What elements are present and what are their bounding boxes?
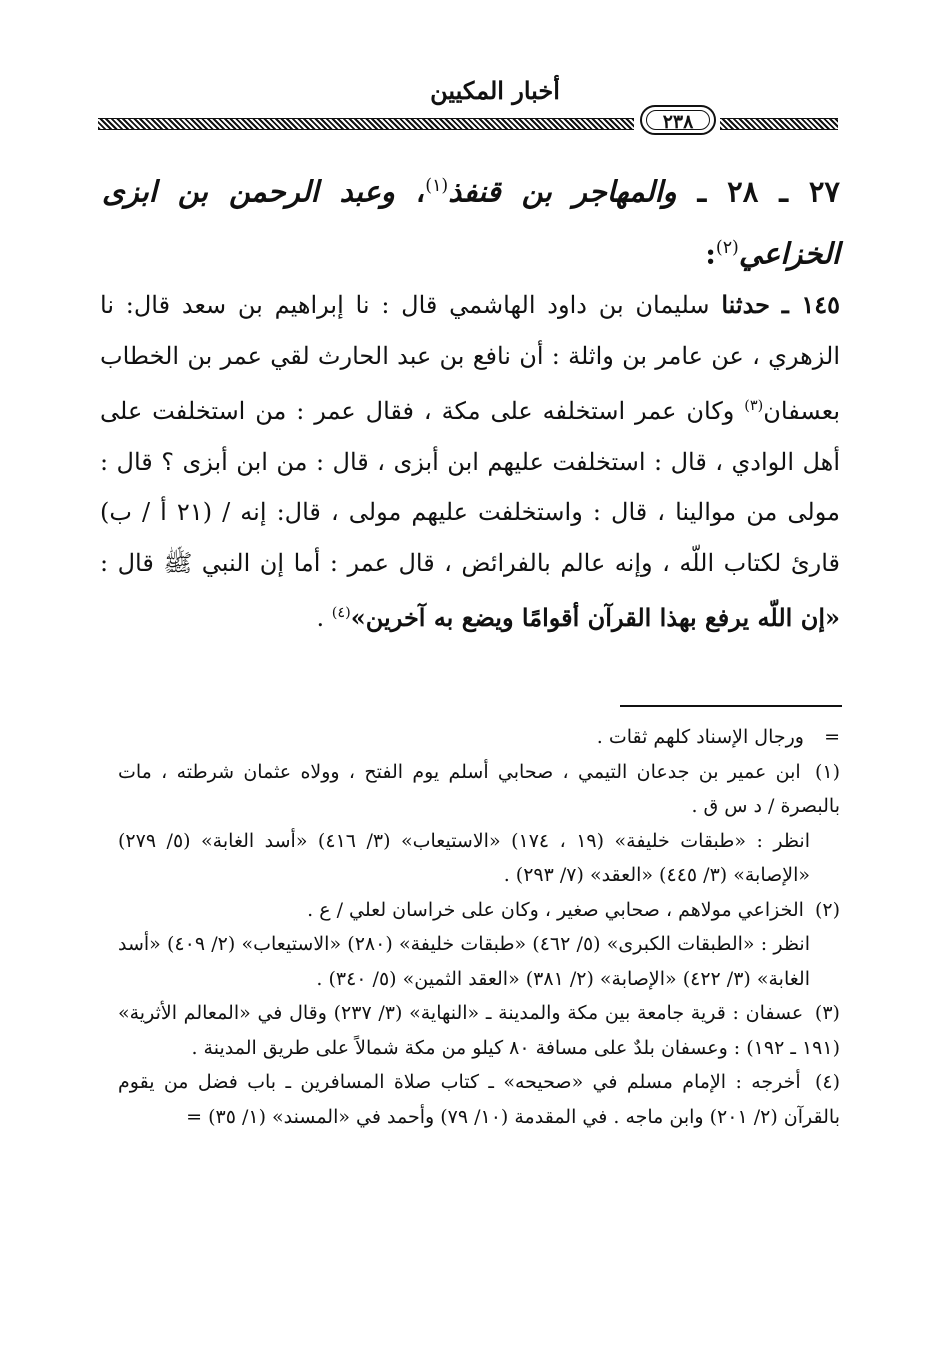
section-heading [102, 158, 840, 281]
footnote-ref-4: (٤) [331, 605, 351, 621]
footnote-line: انظر : «الطبقات الكبرى» (٥/ ٤٦٢) «طبقات خليفة» (٢٨٠) «الاستيعاب» (٢/ ٤٠٩) «أسد الغابة» (٣/ ٤٢٢) «الإصابة» (٢/ ٣٨١) «العقد الثمين» (٥/ ٣٤٠) . [118, 933, 810, 990]
footnote-1 [118, 755, 840, 893]
heading-separator: ، [394, 174, 426, 209]
footnote-ref-1: (١) [425, 176, 449, 196]
footnote-line: ورجال الإسناد كلهم ثقات . [596, 726, 804, 748]
footnote-label: (٢) [814, 898, 840, 921]
page-number: ٢٣٨ [640, 105, 716, 135]
hadith-paragraph [100, 280, 840, 644]
footnote-line: أخرجه : الإمام مسلم في «صحيحه» ـ كتاب صلاة المسافرين ـ باب فضل من يقوم بالقرآن (٢/ ٢٠١) وابن ماجه . في المقدمة (١٠/ ٧٩) وأحمد في «المسند» (١/ ٣٥) = [118, 1071, 840, 1128]
heading-name-1: والمهاجر بن قنفذ [448, 174, 677, 209]
heading-colon: : [705, 236, 716, 271]
haddathana: حدثنا [721, 290, 770, 319]
hadith-number: ١٤٥ ـ [781, 290, 840, 319]
hadith-end: . [316, 604, 325, 632]
header-rule-left [98, 118, 634, 130]
footnote-2 [118, 893, 840, 997]
footnote-ref-3: (٣) [744, 398, 764, 414]
footnote-continuation [118, 720, 840, 755]
footnote-label: (٤) [814, 1071, 840, 1093]
footnote-line: الخزاعي مولاهم ، صحابي صغير ، وكان على خراسان لعلي / ع . [307, 898, 804, 921]
footnote-separator [620, 705, 842, 707]
footnote-label: (١) [814, 760, 840, 783]
footnote-label: = [824, 726, 840, 748]
footnotes [118, 720, 840, 1134]
hadith-text-2: وكان عمر استخلفه على مكة ، فقال عمر : من استخلفت على أهل الوادي ، قال : استخلفت عليهم ابن أبزى ، قال : من ابن أبزى ؟ قال : مولى من موالينا ، قال : واستخلفت عليهم مولى ، قال: إنه / (٢١ أ / ب) قارئ لكتاب اللّه ، وإنه عالم بالفرائض ، قال عمر : أما إن النبي ﷺ قال : [100, 397, 840, 577]
running-title: أخبار المكيين [430, 76, 560, 105]
footnote-3 [118, 996, 840, 1065]
header-rule-right [720, 118, 838, 130]
footnote-line: انظر : «طبقات خليفة» (١٩ ، ١٧٤) «الاستيعاب» (٣/ ٤١٦) «أسد الغابة» (٥/ ٢٧٩) «الإصابة» (٣/ ٤٤٥) «العقد» (٧/ ٢٩٣) . [118, 829, 810, 886]
heading-numbers: ٢٧ ـ ٢٨ ـ [697, 174, 840, 209]
hadith-text-1: سليمان بن داود الهاشمي قال : نا إبراهيم بن سعد قال: نا الزهري ، عن عامر بن واثلة : أن نافع بن عبد الحارث لقي عمر بن الخطاب بعسفان [100, 291, 840, 425]
footnote-label: (٣) [814, 1002, 840, 1024]
footnote-line: عسفان : قرية جامعة بين مكة والمدينة ـ «النهاية» (٣/ ٢٣٧) وقال في «المعالم الأثرية» (١٩١ ـ ١٩٢) : وعسفان بلدٌ على مسافة ٨٠ كيلو من مكة شمالاً على طريق المدينة . [118, 1002, 840, 1059]
hadith-quote: «إن اللّه يرفع بهذا القرآن أقوامًا ويضع به آخرين» [350, 603, 840, 632]
heading-name-2: وعبد الرحمن بن ابزى الخزاعي [102, 174, 840, 271]
footnote-ref-2: (٢) [715, 237, 739, 258]
footnote-line: ابن عمير بن جدعان التيمي ، صحابي أسلم يوم الفتح ، وولاه عثمان شرطته ، مات بالبصرة / د س ق . [118, 760, 840, 817]
footnote-4 [118, 1065, 840, 1134]
